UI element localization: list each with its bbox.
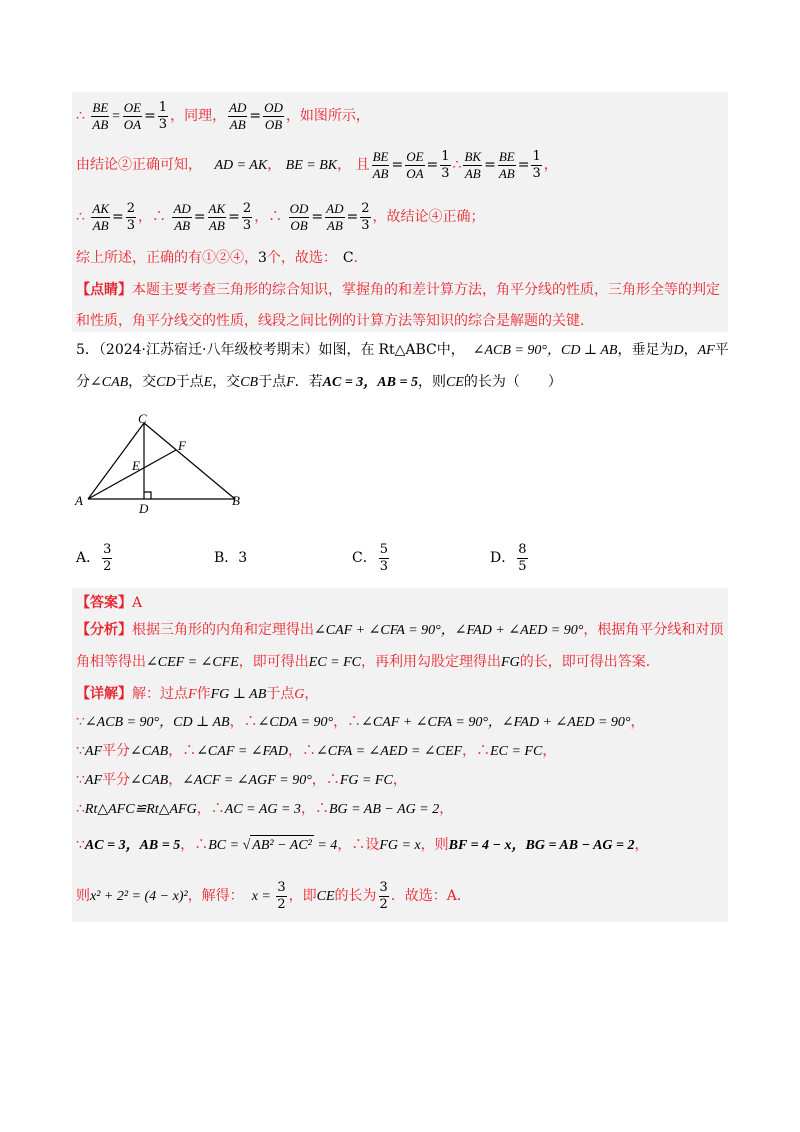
therefore-sign: ∴ [152, 209, 167, 225]
detail-text: 设 [365, 837, 380, 853]
question-text: 于点 [258, 374, 287, 390]
note-label: 【点睛】 [76, 282, 132, 298]
punct: ， [439, 801, 454, 817]
math-expression: FG ⊥ AB [210, 687, 267, 702]
math-expression: EC = FC [490, 744, 543, 759]
therefore-sign: ∴ [243, 714, 258, 730]
detail-text: 解：过点 [132, 686, 188, 702]
label-a: A [75, 493, 83, 508]
math-expression: ∠ACB = 90°，CD ⊥ AB [84, 715, 230, 730]
label-d: D [139, 501, 149, 516]
block1-text: 且 [355, 157, 370, 173]
block1-line2: 由结论②正确可知， AD = AK， BE = BK， 且 $\frac{BE}{AB}$ = $\frac{OE}{OA}$ = $\frac{1}{3}$ ∴ $\frac{BK}{AB}$ = $\frac{BE}{AB}$ = $\frac{1}{3}$ ， [76, 148, 558, 181]
therefore-sign: ∴ [476, 743, 491, 759]
option-numerator: 3 [103, 541, 112, 557]
punct: ， [333, 714, 348, 730]
note-line2 [76, 311, 594, 331]
analysis-label: 【分析】 [76, 622, 132, 638]
math-expression: AC = 3， [322, 375, 378, 390]
block1-text: ，故结论④正确； [372, 209, 485, 225]
math-part: AB² − AC² [250, 835, 314, 856]
note-text: 和性质，角平分线交的性质，线段之间比例的计算方法等知识的综合是解题的关键． [76, 313, 594, 329]
math-expression: ∠ACF = ∠AGF = 90° [182, 773, 312, 788]
punct: ， [542, 743, 557, 759]
math-expression: F [188, 687, 197, 702]
math-part: = 4 [313, 838, 338, 853]
detail-text: 平分 [102, 743, 131, 759]
analysis-line1 [76, 620, 723, 641]
analysis-text: ，再利用勾股定理得出 [361, 654, 502, 670]
block1-text: ，如图所示， [285, 108, 370, 124]
therefore-sign: ∴ [325, 772, 340, 788]
math-expression: Rt△AFC≌Rt△AFG [84, 802, 197, 817]
punct: ， [287, 743, 302, 759]
math-expression: AD = AK [214, 158, 268, 173]
punct: ， [630, 714, 645, 730]
punct: ， [196, 801, 211, 817]
count-value: 3 [258, 250, 267, 266]
math-expression: ∠CFA = ∠AED = ∠CEF [315, 744, 463, 759]
analysis-text: 的长，即可得出答案． [519, 654, 660, 670]
block1-text: 由结论②正确可知， [76, 157, 202, 173]
math-expression: ∠CDA = 90° [257, 715, 334, 730]
math-expression: BE = BK [285, 158, 338, 173]
punct: ， [462, 743, 477, 759]
math-expression: AF [697, 343, 715, 358]
option-denominator: 2 [103, 558, 112, 574]
math-expression: EC = FC [308, 655, 362, 670]
punct: ， [392, 772, 407, 788]
detail-text: ，则 [420, 837, 449, 853]
math-expression: D [673, 343, 684, 358]
question-number: 5． [76, 342, 99, 358]
option-numerator: 5 [379, 541, 388, 557]
question-text: 于点 [175, 374, 204, 390]
therefore-sign: ∴ [182, 743, 197, 759]
therefore-sign: ∴ [268, 209, 283, 225]
question-line1 [76, 340, 729, 361]
math-expression: F [286, 375, 295, 390]
detail-text: 平分 [102, 772, 131, 788]
punct: ． [353, 250, 368, 266]
question-text: ，交 [128, 374, 157, 390]
detail-line4 [76, 770, 407, 791]
label-f: F [178, 438, 186, 453]
math-expression: BC = √ AB² − AC² = 4 [208, 838, 337, 853]
analysis-text: 根据三角形的内角和定理得出 [132, 622, 314, 638]
because-sign: ∵ [76, 837, 85, 853]
option-denominator: 5 [518, 558, 527, 574]
therefore-sign: ∴ [210, 801, 225, 817]
note-line1 [76, 280, 720, 300]
math-expression: ∠CAF + ∠CFA = 90°，∠FAD + ∠AED = 90° [361, 715, 631, 730]
detail-text: ，解得： [187, 888, 244, 904]
answer-value: A [132, 595, 143, 611]
math-expression: ∠CEF = ∠CFE [146, 655, 239, 670]
detail-text: 的长为 [334, 888, 377, 904]
answer-label: 【答案】 [76, 595, 132, 611]
detail-text: 于点 [266, 686, 295, 702]
math-expression: ∠CAB [90, 375, 129, 390]
label-e: E [132, 458, 140, 473]
detail-line3 [76, 741, 556, 762]
math-expression: ∠CAB [130, 773, 169, 788]
math-expression: E [203, 375, 213, 390]
option-label: A． [76, 550, 101, 566]
math-expression: BG = AB − AG = 2 [328, 802, 440, 817]
detail-text: ， [304, 686, 319, 702]
math-expression: FG = x [379, 838, 421, 853]
option-c[interactable] [352, 540, 391, 576]
fraction-numerator: 3 [379, 879, 388, 895]
math-expression: ∠CAF + ∠CFA = 90°，∠FAD + ∠AED = 90° [314, 623, 584, 638]
detail-label: 【详解】 [76, 686, 132, 702]
detail-line2 [76, 712, 645, 733]
math-expression: CD [156, 375, 176, 390]
therefore-sign: ∴ [351, 837, 366, 853]
option-label: B． [214, 550, 239, 566]
question-text: ， [683, 342, 698, 358]
triangle-figure [70, 410, 260, 520]
block1-text: ，同理， [170, 108, 227, 124]
punct: ， [634, 837, 649, 853]
option-label: C． [352, 550, 377, 566]
because-sign: ∵ [76, 772, 85, 788]
question-text: ．若 [294, 374, 323, 390]
question-line2 [76, 372, 562, 393]
therefore-sign: ∴ [76, 801, 85, 817]
therefore-sign: ∴ [76, 209, 85, 225]
detail-line5 [76, 799, 453, 820]
therefore-sign: ∴ [76, 108, 85, 124]
summary-text: 个，故选： [266, 250, 337, 266]
question-source: （2024·江苏宿迁·八年级校考期末）如图，在 [98, 342, 375, 358]
question-text: 分 [76, 374, 90, 390]
math-expression: CB [240, 375, 259, 390]
because-sign: ∵ [76, 714, 85, 730]
punct: ， [180, 837, 195, 853]
question-text: 的长为（ ） [463, 374, 562, 390]
punct: ， [337, 837, 352, 853]
analysis-text: 角相等得出 [76, 654, 146, 670]
question-text: 平 [714, 342, 729, 358]
question-text: ，交 [212, 374, 241, 390]
math-expression: ∠CAB [130, 744, 169, 759]
right-angle-mark [144, 492, 151, 499]
math-expression: CD ⊥ AB [560, 343, 618, 358]
block1-line4 [76, 248, 368, 268]
therefore-sign: ∴ [314, 801, 329, 817]
punct: ， [229, 714, 244, 730]
math-expression: CE [445, 375, 464, 390]
math-part: BC = [208, 838, 243, 853]
fraction-denominator: 2 [379, 896, 388, 912]
math-expression: Rt△ABC [378, 342, 437, 358]
math-expression: FG [501, 655, 520, 670]
math-expression: CE [316, 889, 335, 904]
summary-text: 综上所述，正确的有①②④， [76, 250, 258, 266]
detail-text: ，即 [288, 888, 317, 904]
detail-line7 [76, 878, 471, 915]
punct: ， [168, 772, 183, 788]
option-numerator: 8 [518, 541, 527, 557]
math-expression: AC = AG = 3 [224, 802, 301, 817]
therefore-sign: ∴ [452, 157, 462, 173]
label-c: C [138, 411, 147, 426]
therefore-sign: ∴ [301, 743, 316, 759]
math-expression: FG = FC [339, 773, 393, 788]
label-b: B [232, 493, 240, 508]
option-label: D． [490, 550, 516, 566]
question-text: ，则 [417, 374, 446, 390]
therefore-sign: ∴ [194, 837, 209, 853]
fraction-denominator: 2 [277, 896, 286, 912]
math-expression: AF [84, 744, 103, 759]
math-expression: x² + 2² = (4 − x)² [90, 889, 188, 904]
answer-line [76, 593, 142, 613]
therefore-sign: ∴ [347, 714, 362, 730]
math-expression: ∠ACB = 90°， [472, 343, 561, 358]
segment-cb [144, 423, 235, 499]
math-expression: ∠CAF = ∠FAD [196, 744, 288, 759]
note-text: 本题主要考查三角形的综合知识，掌握角的和差计算方法，角平分线的性质，三角形全等的判定 [132, 282, 720, 298]
option-d[interactable] [490, 540, 530, 576]
question-text: ，垂足为 [617, 342, 674, 358]
option-value: 3 [238, 550, 248, 566]
block1-line3: ∴ $\frac{AK}{AB}$ = $\frac{2}{3}$ ，∴ $\frac{AD}{AB}$ = $\frac{AK}{AB}$ = $\frac{2}{3}$ ，∴ $\frac{OD}{OB}$ = $\frac{AD}{AB}$ = $\frac{2}{3}$ ，故结论④正确； [76, 200, 485, 233]
math-expression: AC = 3，AB = 5 [84, 838, 181, 853]
fraction-numerator: 3 [277, 879, 286, 895]
math-expression: G [294, 687, 305, 702]
option-a[interactable] [76, 540, 114, 576]
detail-text: ．故选：A． [390, 888, 471, 904]
analysis-line2 [76, 652, 660, 673]
math-expression: x = [251, 889, 275, 904]
option-denominator: 3 [379, 558, 388, 574]
detail-text: 则 [76, 888, 90, 904]
detail-text: 作 [196, 686, 211, 702]
math-expression: AF [84, 773, 103, 788]
detail-line1 [76, 684, 318, 705]
because-sign: ∵ [76, 743, 85, 759]
detail-line6 [76, 835, 649, 856]
math-expression: AB = 5 [377, 375, 418, 390]
punct: ， [168, 743, 183, 759]
option-b[interactable] [214, 548, 247, 568]
block1-line1: ∴ $\frac{BE}{AB}$ = $\frac{OE}{OA}$ = $\frac{1}{3}$ ，同理， $\frac{AD}{AB}$ = $\frac{OD}{OB}$ ，如图所示， [76, 99, 370, 132]
question-text: 中， [436, 342, 465, 358]
punct: ， [311, 772, 326, 788]
answer-value: C [342, 250, 354, 266]
analysis-text: ，根据角平分线和对顶 [583, 622, 724, 638]
punct: ， [300, 801, 315, 817]
math-expression: BF = 4 − x，BG = AB − AG = 2 [448, 838, 635, 853]
analysis-text: ，即可得出 [238, 654, 309, 670]
